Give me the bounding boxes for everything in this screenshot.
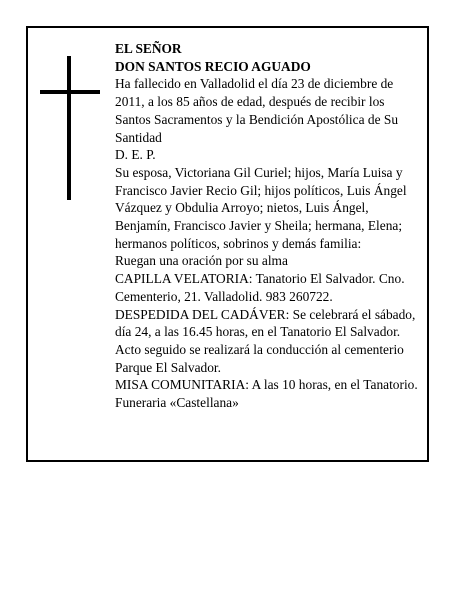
family-paragraph: Su esposa, Victoriana Gil Curiel; hijos, María Luisa y Francisco Javier Recio Gil; hijos políticos, Luis Ángel Vázquez y Obdulia Arroyo; nietos, Luis Ángel, Benjamín, Francisco Javier y Sheila; hermana, Elena; hermanos políticos, sobrinos y demás familia: — [115, 164, 407, 251]
farewell-paragraph: DESPEDIDA DEL CADÁVER: Se celebrará el sábado, día 24, a las 16.45 horas, en el Tanatorio El Salvador. Acto seguido se realizará la conducción al cementerio Parque El Salvador. — [115, 306, 416, 375]
title-line-1: EL SEÑOR — [115, 41, 182, 56]
mass-paragraph: MISA COMUNITARIA: A las 10 horas, en el Tanatorio. — [115, 377, 418, 393]
dep-line: D. E. P. — [115, 147, 156, 163]
cross-horizontal-bar — [40, 90, 100, 94]
passing-paragraph: Ha fallecido en Valladolid el día 23 de diciembre de 2011, a los 85 años de edad, después de recibir los Santos Sacramentos y la Bendición Apostólica de Su Santidad — [115, 76, 399, 145]
prayer-line: Ruegan una oración por su alma — [115, 253, 288, 269]
chapel-paragraph: CAPILLA VELATORIA: Tanatorio El Salvador. Cno. Cementerio, 21. Valladolid. 983 260722. — [115, 271, 405, 304]
cross-icon — [40, 56, 100, 200]
funeral-home-line: Funeraria «Castellana» — [115, 395, 239, 411]
obituary-notice — [26, 26, 429, 462]
deceased-name: DON SANTOS RECIO AGUADO — [115, 58, 311, 74]
cross-vertical-bar — [67, 56, 71, 200]
notice-text — [115, 40, 423, 412]
